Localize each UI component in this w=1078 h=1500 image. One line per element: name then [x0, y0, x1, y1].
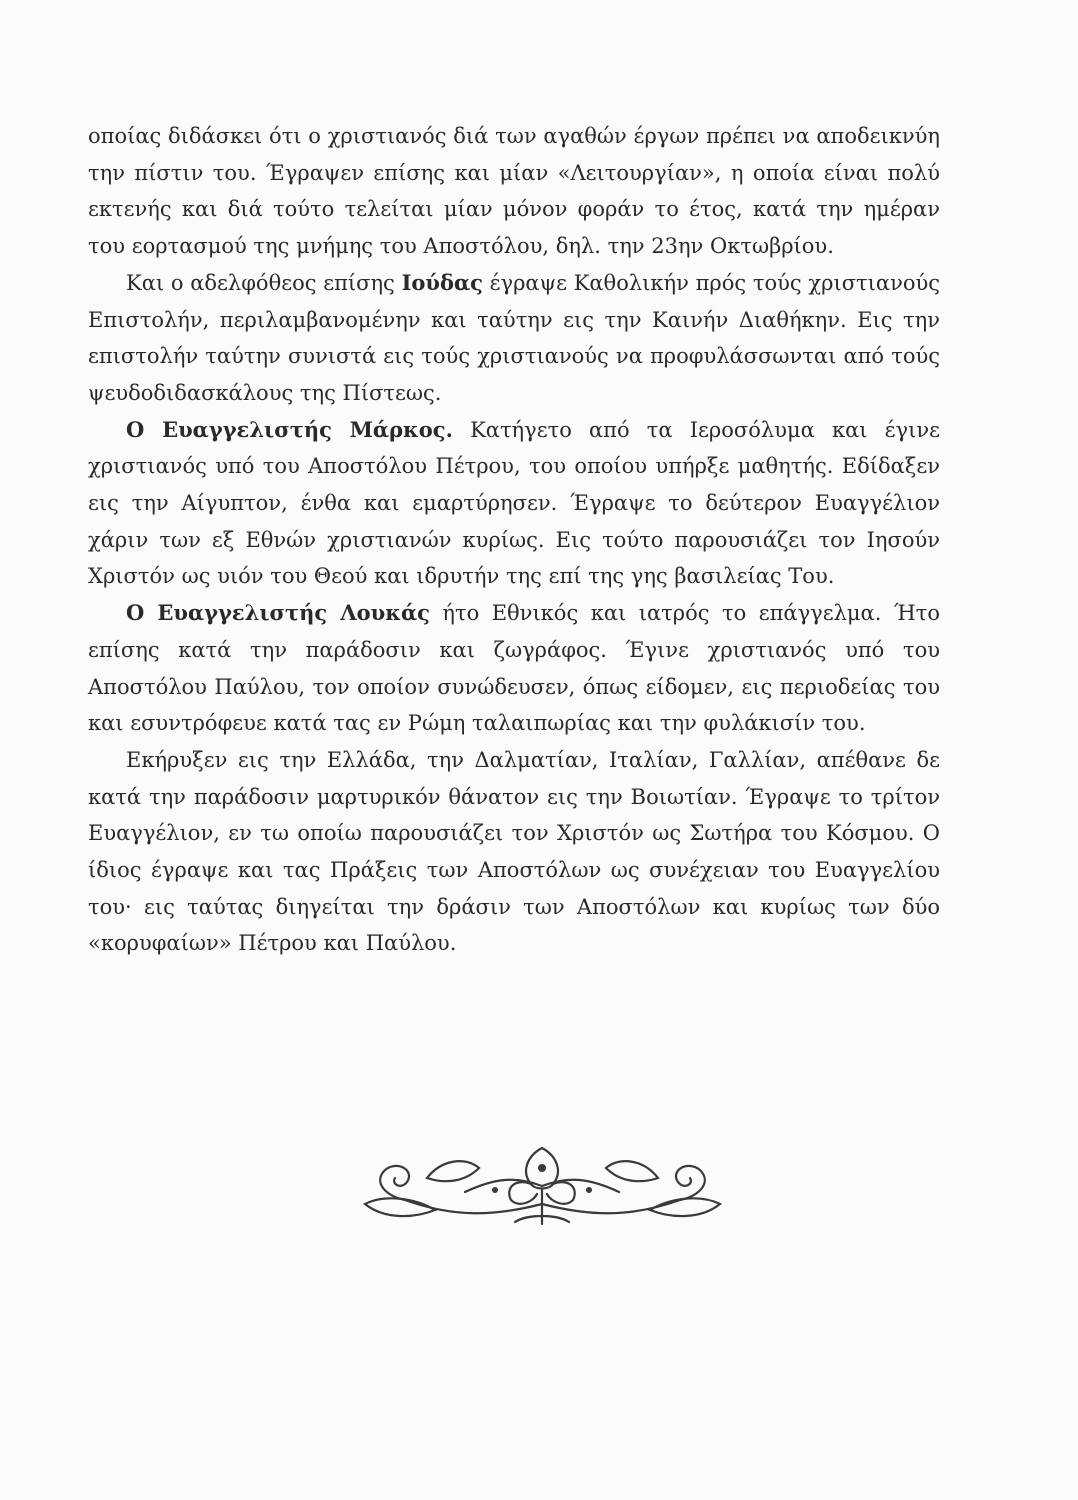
paragraph-luke-body: ήτο Εθνικός και ιατρός το επάγγελμα. Ήτο επίσης κατά την παράδοσιν και ζωγράφος. Έγινε χριστιανός υπό του Αποστόλου Παύλου, τον οποίον συνώδευσεν, όπως είδομεν, εις περιοδείας του και εσυντρόφευε κατά τας εν Ρώμη ταλαιπωρίας και την φυλάκισίν του. [88, 601, 940, 736]
ornament-left-curl [380, 1166, 409, 1200]
ornament-center-dot [538, 1164, 546, 1172]
body-text [88, 118, 940, 962]
ornament-left-sprig [427, 1161, 479, 1181]
paragraph-james-liturgy: οποίας διδάσκει ότι ο χριστιανός διά των αγαθών έργων πρέπει να αποδεικνύη την πίστιν του. Έγραψεν επίσης και μίαν «Λειτουργίαν», η οποία είναι πολύ εκτενής και διά τούτο τελείται μίαν μόνον φοράν το έτος, κατά την ημέραν του εορτασμού της μνήμης του Αποστόλου, δηλ. την 23ην Οκτωβρίου. [88, 124, 940, 259]
paragraph-jude [88, 265, 940, 412]
paragraph-mark-body: Κατήγετο από τα Ιεροσόλυμα και έγινε χριστιανός υπό του Αποστόλου Πέτρου, του οποίου υπήρξε μαθητής. Εδίδαξεν εις την Αίγυπτον, ένθα και εμαρτύρησεν. Έγραψε το δεύτερον Ευαγγέλιον χάριν των εξ Εθνών χριστιανών κυρίως. Εις τούτο παρουσιάζει τον Ιησούν Χριστόν ως υιόν του Θεού και ιδρυτήν της επί της γης βασιλείας Του. [88, 417, 940, 589]
heading-evangelist-luke: Ο Ευαγγελιστής Λουκάς [126, 600, 430, 626]
ornament-right-leaf [650, 1198, 720, 1216]
paragraph-luke [88, 595, 940, 742]
paragraph-jude-after: έγραψε Καθολικήν πρός τούς χριστιανούς Επιστολήν, περιλαμβανομένην και ταύτην εις την Καινήν Διαθήκην. Εις την επιστολήν ταύτην συνιστά εις τούς χριστιανούς να προφυλάσσωνται από τούς ψευδοδιδασκάλους της Πίστεως. [88, 270, 941, 405]
ornament-dot-left [492, 1187, 498, 1193]
name-jude: Ιούδας [401, 269, 483, 295]
heading-evangelist-mark: Ο Ευαγγελιστής Μάρκος. [126, 416, 453, 442]
paragraph-jude-before: Και ο αδελφόθεος επίσης [126, 270, 402, 295]
paragraph-luke-preaching: Εκήρυξεν εις την Ελλάδα, την Δαλματίαν, Ιταλίαν, Γαλλίαν, απέθανε δε κατά την παράδοσιν μαρτυρικόν θάνατον εις την Βοιωτίαν. Έγραψε το τρίτον Ευαγγέλιον, εν τω οποίω παρουσιάζει τον Χριστόν ως Σωτήρα του Κόσμου. Ο ίδιος έγραψε και τας Πράξεις των Αποστόλων ως συνέχειαν του Ευαγγελίου του· εις ταύτας διηγείται την δράσιν των Αποστόλων και κυρίως των δύο «κορυφαίων» Πέτρου και Παύλου. [88, 747, 940, 956]
ornament-dot-right [586, 1187, 592, 1193]
paragraph-mark [88, 412, 940, 596]
floral-ornament-icon [345, 1138, 740, 1230]
ornament-right-sprig [606, 1161, 658, 1181]
ornament-right-curl [676, 1166, 705, 1200]
